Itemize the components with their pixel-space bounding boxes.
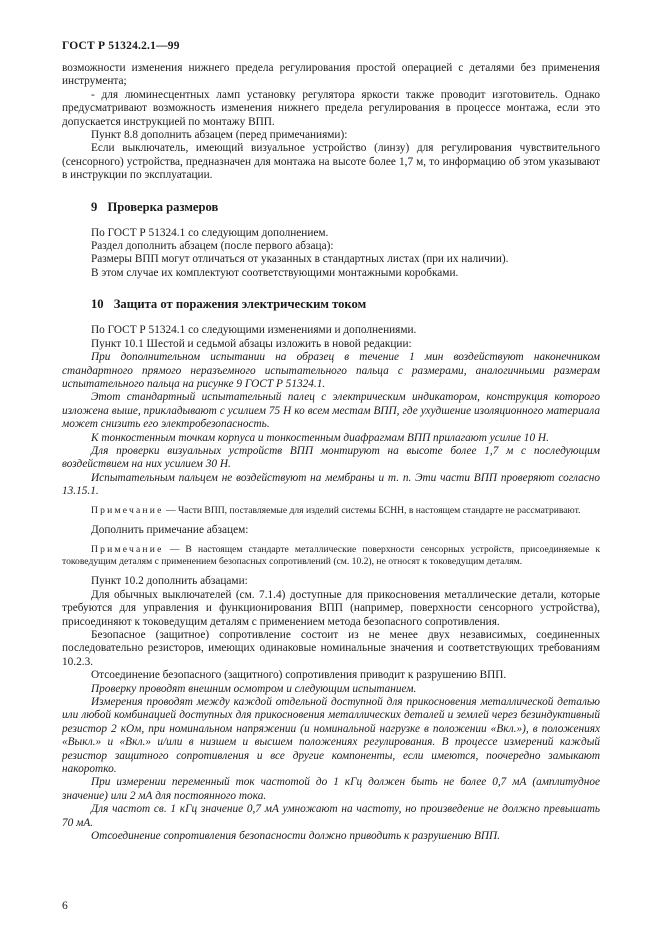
paragraph: Пункт 10.1 Шестой и седьмой абзацы изложить в новой редакции:	[91, 337, 412, 350]
paragraph: Раздел дополнить абзацем (после первого абзаца):	[91, 240, 334, 253]
page-number: 6	[62, 900, 68, 912]
note-label: Примечание	[91, 504, 164, 516]
page-header: ГОСТ Р 51324.2.1—99	[62, 40, 180, 52]
test-paragraph: Испытательным пальцем не воздействуют на мембраны и т. п. Эти части ВПП проверяют согласно 13.15.1.	[62, 471, 600, 498]
test-paragraph: Проверку проводят внешним осмотром и следующим испытанием.	[91, 682, 417, 695]
note-text: — В настоящем стандарте металлические поверхности сенсорных устройств, присоединяемые к токоведущим деталям с применением безопасных сопротивлений (см. 10.2), не относят к токоведущим деталям.	[62, 543, 600, 567]
paragraph: возможности изменения нижнего предела регулирования простой операцией с деталями без применения инструмента;	[62, 62, 600, 88]
note-text: — Части ВПП, поставляемые для изделий системы БСНН, в настоящем стандарте не рассматривают.	[163, 504, 581, 516]
test-paragraph: Для частот св. 1 кГц значение 0,7 мА умножают на частоту, но произведение не должно превышать 70 мА.	[62, 803, 600, 829]
section-number: 10	[91, 297, 104, 312]
test-paragraph: Этот стандартный испытательный палец с электрическим индикатором, конструкция которого изложена выше, прикладывают с усилием 75 Н ко всем местам ВПП, где ухудшение изоляционного материала может снизить его электробезопасность.	[62, 391, 600, 431]
note	[62, 505, 600, 517]
paragraph: Для обычных выключателей (см. 7.1.4) доступные для прикосновения металлические детали, которые требуются для управления и функционирования ВПП (например, поверхности сенсорного устройства), присоединяют к токоведущим деталям с применением метода безопасного сопротивления.	[62, 588, 600, 628]
paragraph: Безопасное (защитное) сопротивление состоит из не менее двух независимых, соединенных последовательно резисторов, имеющих одинаковые номинальные значения и соответствующих требованиям 10.2.3.	[62, 628, 600, 668]
paragraph: Дополнить примечание абзацем:	[91, 524, 249, 537]
section-heading-10	[91, 297, 600, 312]
paragraph: Пункт 10.2 дополнить абзацами:	[91, 575, 248, 588]
paragraph: По ГОСТ Р 51324.1 со следующим дополнением.	[91, 226, 329, 239]
test-paragraph: При измерении переменный ток частотой до 1 кГц должен быть не более 0,7 мА (амплитудное значение) или 2 мА для постоянного тока.	[62, 776, 600, 802]
paragraph: Отсоединение безопасного (защитного) сопротивления приводит к разрушению ВПП.	[91, 669, 507, 682]
page-content	[62, 62, 600, 843]
note	[62, 544, 600, 568]
section-number: 9	[91, 199, 98, 214]
paragraph: - для люминесцентных ламп установку регулятора яркости также проводит изготовитель. Однако предусматривают возможность изменения нижнего предела регулирования в процессе монтажа, если это допускается инструкцией по монтажу ВПП.	[62, 88, 600, 128]
paragraph: В этом случае их комплектуют соответствующими монтажными коробками.	[91, 266, 459, 279]
paragraph: Пункт 8.8 дополнить абзацем (перед примечаниями):	[91, 129, 348, 142]
paragraph: Размеры ВПП могут отличаться от указанных в стандартных листах (при их наличии).	[91, 253, 509, 266]
section-title: Проверка размеров	[107, 199, 219, 214]
test-paragraph: Для проверки визуальных устройств ВПП монтируют на высоте более 1,7 м с последующим воздействием на них усилием 30 Н.	[62, 444, 600, 471]
test-paragraph: Измерения проводят между каждой отдельной доступной для прикосновения металлической деталью или любой комбинацией доступных для прикосновения металлических деталей и землей через безиндуктивный резистор 2 кОм, при номинальном напряжении (и номинальной нагрузке в положении «Вкл.»), в положениях «Выкл.» и «Вкл.» и/или в низшем и высшем положениях регулирования. В процессе измерений каждый резистор защитного сопротивления и все другие компоненты, если имеются, поочередно замыкают накоротко.	[62, 696, 600, 776]
test-paragraph: К тонкостенным точкам корпуса и тонкостенным диафрагмам ВПП прилагают усилие 10 Н.	[91, 431, 549, 444]
section-title: Защита от поражения электрическим током	[113, 297, 367, 312]
paragraph: Если выключатель, имеющий визуальное устройство (линзу) для регулирования чувствительного (сенсорного) устройства, предназначен для монтажа на высоте более 1,7 м, то информацию об этом указывают в инструкции по эксплуатации.	[62, 142, 600, 182]
section-heading-9	[91, 200, 600, 215]
test-paragraph: Отсоединение сопротивления безопасности должно приводить к разрушению ВПП.	[91, 830, 500, 843]
paragraph: По ГОСТ Р 51324.1 со следующими изменениями и дополнениями.	[91, 324, 417, 337]
note-label: Примечание	[91, 543, 164, 555]
test-paragraph: При дополнительном испытании на образец в течение 1 мин воздействуют наконечником стандартного прямого неразъемного испытательного пальца с размерами, аналогичными размерам испытательного пальца на рисунке 9 ГОСТ Р 51324.1.	[62, 351, 600, 390]
